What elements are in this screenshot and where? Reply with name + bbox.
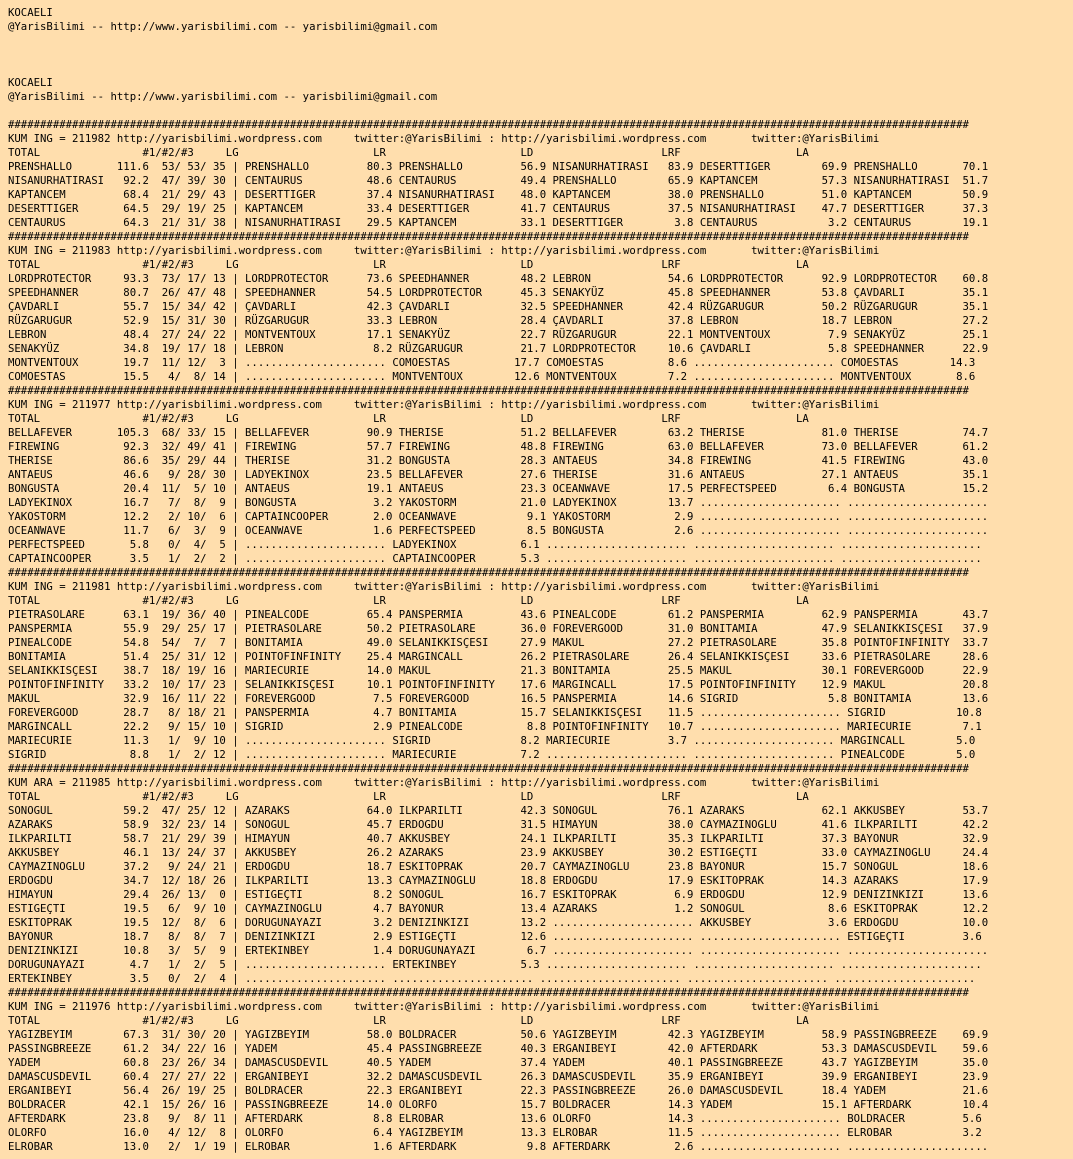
result-row: CAYMAZINOGLU 37.2 9/ 24/ 21 | ERDOGDU 18.7 ESKITOPRAK 20.7 CAYMAZINOGLU 23.8 BAYONUR 15.7 SONOGUL 18.6 bbox=[8, 860, 989, 873]
result-row: ERDOGDU 34.7 12/ 18/ 26 | ILKPARILTI 13.3 CAYMAZINOGLU 18.8 ERDOGDU 17.9 ESKITOPRAK 14.3 AZARAKS 17.9 bbox=[8, 874, 989, 887]
separator-line: ###################################################################################################################################################### bbox=[8, 230, 969, 243]
result-row: THERISE 86.6 35/ 29/ 44 | THERISE 31.2 BONGUSTA 28.3 ANTAEUS 34.8 FIREWING 41.5 FIREWING 43.0 bbox=[8, 454, 989, 467]
result-row: POINTOFINFINITY 33.2 10/ 17/ 23 | SELANIKKISÇESI 10.1 POINTOFINFINITY 17.6 MARGINCALL 17.5 POINTOFINFINITY 12.9 MAKUL 20.8 bbox=[8, 678, 989, 691]
result-row: AKKUSBEY 46.1 13/ 24/ 37 | AKKUSBEY 26.2 AZARAKS 23.9 AKKUSBEY 30.2 ESTIGEÇTI 33.0 CAYMAZINOGLU 24.4 bbox=[8, 846, 989, 859]
separator-line: ###################################################################################################################################################### bbox=[8, 118, 969, 131]
result-row: SELANIKKISÇESI 38.7 18/ 19/ 16 | MARIECURIE 14.0 MAKUL 21.3 BONITAMIA 25.5 MAKUL 30.1 FOREVERGOOD 22.9 bbox=[8, 664, 989, 677]
result-row: BONITAMIA 51.4 25/ 31/ 12 | POINTOFINFINITY 25.4 MARGINCALL 26.2 PIETRASOLARE 26.4 SELANIKKISÇESI 33.6 PIETRASOLARE 28.6 bbox=[8, 650, 989, 663]
column-header: TOTAL #1/#2/#3 LG LR LD LRF LA bbox=[8, 790, 809, 803]
race-header: KUM ARA = 211985 http://yarisbilimi.wordpress.com twitter:@YarisBilimi : http://yarisbilimi.wordpress.com twitter:@YarisBilimi bbox=[8, 776, 880, 789]
result-row: MARIECURIE 11.3 1/ 9/ 10 | ...................... SIGRID 8.2 MARIECURIE 3.7 ...................... MARGINCALL 5.0 bbox=[8, 734, 976, 747]
result-row: LADYEKINOX 16.7 7/ 8/ 9 | BONGUSTA 3.2 YAKOSTORM 21.0 LADYEKINOX 13.7 ...................... ...................... bbox=[8, 496, 989, 509]
contact-line: @YarisBilimi -- http://www.yarisbilimi.com -- yarisbilimi@gmail.com bbox=[8, 90, 438, 103]
race-header: KUM ING = 211977 http://yarisbilimi.wordpress.com twitter:@YarisBilimi : http://yarisbilimi.wordpress.com twitter:@YarisBilimi bbox=[8, 398, 880, 411]
column-header: TOTAL #1/#2/#3 LG LR LD LRF LA bbox=[8, 594, 809, 607]
result-row: ERGANIBEYI 56.4 26/ 19/ 25 | BOLDRACER 22.3 ERGANIBEYI 22.3 PASSINGBREEZE 26.0 DAMASCUSDEVIL 18.4 YADEM 21.6 bbox=[8, 1084, 989, 1097]
result-row: CAPTAINCOOPER 3.5 1/ 2/ 2 | ...................... CAPTAINCOOPER 5.3 ...................... ...................... ...................... bbox=[8, 552, 982, 565]
blank-line bbox=[8, 34, 1073, 48]
blank-line bbox=[8, 104, 1073, 118]
result-row: ERTEKINBEY 3.5 0/ 2/ 4 | ...................... ...................... ...................... ...................... ...................... bbox=[8, 972, 976, 985]
result-row: YAGIZBEYIM 67.3 31/ 30/ 20 | YAGIZBEYIM 58.0 BOLDRACER 50.6 YAGIZBEYIM 42.3 YAGIZBEYIM 58.9 PASSINGBREEZE 69.9 bbox=[8, 1028, 989, 1041]
contact-line: @YarisBilimi -- http://www.yarisbilimi.com -- yarisbilimi@gmail.com bbox=[8, 20, 438, 33]
column-header: TOTAL #1/#2/#3 LG LR LD LRF LA bbox=[8, 412, 809, 425]
result-row: PANSPERMIA 55.9 29/ 25/ 17 | PIETRASOLARE 50.2 PIETRASOLARE 36.0 FOREVERGOOD 31.0 BONITAMIA 47.9 SELANIKKISÇESI 37.9 bbox=[8, 622, 989, 635]
result-row: PASSINGBREEZE 61.2 34/ 22/ 16 | YADEM 45.4 PASSINGBREEZE 40.3 ERGANIBEYI 42.0 AFTERDARK 53.3 DAMASCUSDEVIL 59.6 bbox=[8, 1042, 989, 1055]
result-row: BONGUSTA 20.4 11/ 5/ 10 | ANTAEUS 19.1 ANTAEUS 23.3 OCEANWAVE 17.5 PERFECTSPEED 6.4 BONGUSTA 15.2 bbox=[8, 482, 989, 495]
result-row: LORDPROTECTOR 93.3 73/ 17/ 13 | LORDPROTECTOR 73.6 SPEEDHANNER 48.2 LEBRON 54.6 LORDPROTECTOR 92.9 LORDPROTECTOR 60.8 bbox=[8, 272, 989, 285]
race-header: KUM ING = 211981 http://yarisbilimi.wordpress.com twitter:@YarisBilimi : http://yarisbilimi.wordpress.com twitter:@YarisBilimi bbox=[8, 580, 880, 593]
result-row: PRENSHALLO 111.6 53/ 53/ 35 | PRENSHALLO 80.3 PRENSHALLO 56.9 NISANURHATIRASI 83.9 DESERTTIGER 69.9 PRENSHALLO 70.1 bbox=[8, 160, 989, 173]
blank-line bbox=[8, 62, 1073, 76]
result-row: ESTIGEÇTI 19.5 6/ 9/ 10 | CAYMAZINOGLU 4.7 BAYONUR 13.4 AZARAKS 1.2 SONOGUL 8.6 ESKITOPRAK 12.2 bbox=[8, 902, 989, 915]
result-row: DESERTTIGER 64.5 29/ 19/ 25 | KAPTANCEM 33.4 DESERTTIGER 41.7 CENTAURUS 37.5 NISANURHATIRASI 47.7 DESERTTIGER 37.3 bbox=[8, 202, 989, 215]
result-row: KAPTANCEM 68.4 21/ 29/ 43 | DESERTTIGER 37.4 NISANURHATIRASI 48.0 KAPTANCEM 38.0 PRENSHALLO 51.0 KAPTANCEM 50.9 bbox=[8, 188, 989, 201]
blank-line bbox=[8, 48, 1073, 62]
result-row: BOLDRACER 42.1 15/ 26/ 16 | PASSINGBREEZE 14.0 OLORFO 15.7 BOLDRACER 14.3 YADEM 15.1 AFTERDARK 10.4 bbox=[8, 1098, 989, 1111]
column-header: TOTAL #1/#2/#3 LG LR LD LRF LA bbox=[8, 258, 809, 271]
result-row: OCEANWAVE 11.7 6/ 3/ 9 | OCEANWAVE 1.6 PERFECTSPEED 8.5 BONGUSTA 2.6 ...................... ...................... bbox=[8, 524, 989, 537]
result-row: SPEEDHANNER 80.7 26/ 47/ 48 | SPEEDHANNER 54.5 LORDPROTECTOR 45.3 SENAKYÜZ 45.8 SPEEDHANNER 53.8 ÇAVDARLI 35.1 bbox=[8, 286, 989, 299]
result-row: ANTAEUS 46.6 9/ 28/ 30 | LADYEKINOX 23.5 BELLAFEVER 27.6 THERISE 31.6 ANTAEUS 27.1 ANTAEUS 35.1 bbox=[8, 468, 989, 481]
race-header: KUM ING = 211976 http://yarisbilimi.wordpress.com twitter:@YarisBilimi : http://yarisbilimi.wordpress.com twitter:@YarisBilimi bbox=[8, 1000, 880, 1013]
separator-line: ###################################################################################################################################################### bbox=[8, 986, 969, 999]
result-row: PIETRASOLARE 63.1 19/ 36/ 40 | PINEALCODE 65.4 PANSPERMIA 43.6 PINEALCODE 61.2 PANSPERMIA 62.9 PANSPERMIA 43.7 bbox=[8, 608, 989, 621]
column-header: TOTAL #1/#2/#3 LG LR LD LRF LA bbox=[8, 146, 809, 159]
result-row: SONOGUL 59.2 47/ 25/ 12 | AZARAKS 64.0 ILKPARILTI 42.3 SONOGUL 76.1 AZARAKS 62.1 AKKUSBEY 53.7 bbox=[8, 804, 989, 817]
result-row: ELROBAR 13.0 2/ 1/ 19 | ELROBAR 1.6 AFTERDARK 9.8 AFTERDARK 2.6 ...................... ...................... bbox=[8, 1140, 989, 1153]
result-row: ILKPARILTI 58.7 21/ 29/ 39 | HIMAYUN 40.7 AKKUSBEY 24.1 ILKPARILTI 35.3 ILKPARILTI 37.3 BAYONUR 32.9 bbox=[8, 832, 989, 845]
result-row: AZARAKS 58.9 32/ 23/ 14 | SONOGUL 45.7 ERDOGDU 31.5 HIMAYUN 38.0 CAYMAZINOGLU 41.6 ILKPARILTI 42.2 bbox=[8, 818, 989, 831]
result-row: LEBRON 48.4 27/ 24/ 22 | MONTVENTOUX 17.1 SENAKYÜZ 22.7 RÜZGARUGUR 22.1 MONTVENTOUX 7.9 SENAKYÜZ 25.1 bbox=[8, 328, 989, 341]
result-row: CENTAURUS 64.3 21/ 31/ 38 | NISANURHATIRASI 29.5 KAPTANCEM 33.1 DESERTTIGER 3.8 CENTAURUS 3.2 CENTAURUS 19.1 bbox=[8, 216, 989, 229]
result-row: FIREWING 92.3 32/ 49/ 41 | FIREWING 57.7 FIREWING 48.8 FIREWING 63.0 BELLAFEVER 73.0 BELLAFEVER 61.2 bbox=[8, 440, 989, 453]
result-row: FOREVERGOOD 28.7 8/ 18/ 21 | PANSPERMIA 4.7 BONITAMIA 15.7 SELANIKKISÇESI 11.5 ...................... SIGRID 10.8 bbox=[8, 706, 982, 719]
separator-line: ###################################################################################################################################################### bbox=[8, 384, 969, 397]
result-row: BAYONUR 18.7 8/ 8/ 7 | DENIZINKIZI 2.9 ESTIGEÇTI 12.6 ...................... ...................... ESTIGEÇTI 3.6 bbox=[8, 930, 982, 943]
result-row: DAMASCUSDEVIL 60.4 27/ 27/ 22 | ERGANIBEYI 32.2 DAMASCUSDEVIL 26.3 DAMASCUSDEVIL 35.9 ERGANIBEYI 39.9 ERGANIBEYI 23.9 bbox=[8, 1070, 989, 1083]
result-row: MONTVENTOUX 19.7 11/ 12/ 3 | ...................... COMOESTAS 17.7 COMOESTAS 8.6 ...................... COMOESTAS 14.3 bbox=[8, 356, 976, 369]
result-row: MARGINCALL 22.2 9/ 15/ 10 | SIGRID 2.9 PINEALCODE 8.8 POINTOFINFINITY 10.7 ...................... MARIECURIE 7.1 bbox=[8, 720, 982, 733]
result-row: OLORFO 16.0 4/ 12/ 8 | OLORFO 6.4 YAGIZBEYIM 13.3 ELROBAR 11.5 ...................... ELROBAR 3.2 bbox=[8, 1126, 982, 1139]
column-header: TOTAL #1/#2/#3 LG LR LD LRF LA bbox=[8, 1014, 809, 1027]
result-row: HIMAYUN 29.4 26/ 13/ 0 | ESTIGEÇTI 8.2 SONOGUL 16.7 ESKITOPRAK 6.9 ERDOGDU 12.9 DENIZINKIZI 13.6 bbox=[8, 888, 989, 901]
result-row: PINEALCODE 54.8 54/ 7/ 7 | BONITAMIA 49.0 SELANIKKISÇESI 27.9 MAKUL 27.2 PIETRASOLARE 35.8 POINTOFINFINITY 33.7 bbox=[8, 636, 989, 649]
race-header: KUM ING = 211982 http://yarisbilimi.wordpress.com twitter:@YarisBilimi : http://yarisbilimi.wordpress.com twitter:@YarisBilimi bbox=[8, 132, 880, 145]
separator-line: ###################################################################################################################################################### bbox=[8, 762, 969, 775]
result-row: DENIZINKIZI 10.8 3/ 5/ 9 | ERTEKINBEY 1.4 DORUGUNAYAZI 6.7 ...................... ...................... ...................... bbox=[8, 944, 989, 957]
race-header: KUM ING = 211983 http://yarisbilimi.wordpress.com twitter:@YarisBilimi : http://yarisbilimi.wordpress.com twitter:@YarisBilimi bbox=[8, 244, 880, 257]
result-row: ÇAVDARLI 55.7 15/ 34/ 42 | ÇAVDARLI 42.3 ÇAVDARLI 32.5 SPEEDHANNER 42.4 RÜZGARUGUR 50.2 RÜZGARUGUR 35.1 bbox=[8, 300, 989, 313]
result-row: ESKITOPRAK 19.5 12/ 8/ 6 | DORUGUNAYAZI 3.2 DENIZINKIZI 13.2 ...................... AKKUSBEY 3.6 ERDOGDU 10.0 bbox=[8, 916, 989, 929]
city-title: KOCAELI bbox=[8, 76, 53, 89]
result-row: RÜZGARUGUR 52.9 15/ 31/ 30 | RÜZGARUGUR 33.3 LEBRON 28.4 ÇAVDARLI 37.8 LEBRON 18.7 LEBRON 27.2 bbox=[8, 314, 989, 327]
result-row: BELLAFEVER 105.3 68/ 33/ 15 | BELLAFEVER 90.9 THERISE 51.2 BELLAFEVER 63.2 THERISE 81.0 THERISE 74.7 bbox=[8, 426, 989, 439]
result-row: COMOESTAS 15.5 4/ 8/ 14 | ...................... MONTVENTOUX 12.6 MONTVENTOUX 7.2 ...................... MONTVENTOUX 8.6 bbox=[8, 370, 976, 383]
result-row: SENAKYÜZ 34.8 19/ 17/ 18 | LEBRON 8.2 RÜZGARUGUR 21.7 LORDPROTECTOR 10.6 ÇAVDARLI 5.8 SPEEDHANNER 22.9 bbox=[8, 342, 989, 355]
result-row: MAKUL 32.9 16/ 11/ 22 | FOREVERGOOD 7.5 FOREVERGOOD 16.5 PANSPERMIA 14.6 SIGRID 5.8 BONITAMIA 13.6 bbox=[8, 692, 989, 705]
result-row: YADEM 60.8 23/ 26/ 34 | DAMASCUSDEVIL 40.5 YADEM 37.4 YADEM 40.1 PASSINGBREEZE 43.7 YAGIZBEYIM 35.0 bbox=[8, 1056, 989, 1069]
city-title: KOCAELI bbox=[8, 6, 53, 19]
result-row: SIGRID 8.8 1/ 2/ 12 | ...................... MARIECURIE 7.2 ...................... ...................... PINEALCODE 5.0 bbox=[8, 748, 976, 761]
result-row: DORUGUNAYAZI 4.7 1/ 2/ 5 | ...................... ERTEKINBEY 5.3 ...................... ...................... ...................... bbox=[8, 958, 982, 971]
result-row: PERFECTSPEED 5.8 0/ 4/ 5 | ...................... LADYEKINOX 6.1 ...................... ...................... ...................... bbox=[8, 538, 982, 551]
separator-line: ###################################################################################################################################################### bbox=[8, 566, 969, 579]
result-row: AFTERDARK 23.8 9/ 8/ 11 | AFTERDARK 8.8 ELROBAR 13.6 OLORFO 14.3 ...................... BOLDRACER 5.6 bbox=[8, 1112, 982, 1125]
result-row: YAKOSTORM 12.2 2/ 10/ 6 | CAPTAINCOOPER 2.0 OCEANWAVE 9.1 YAKOSTORM 2.9 ...................... ...................... bbox=[8, 510, 989, 523]
result-row: NISANURHATIRASI 92.2 47/ 39/ 30 | CENTAURUS 48.6 CENTAURUS 49.4 PRENSHALLO 65.9 KAPTANCEM 57.3 NISANURHATIRASI 51.7 bbox=[8, 174, 989, 187]
